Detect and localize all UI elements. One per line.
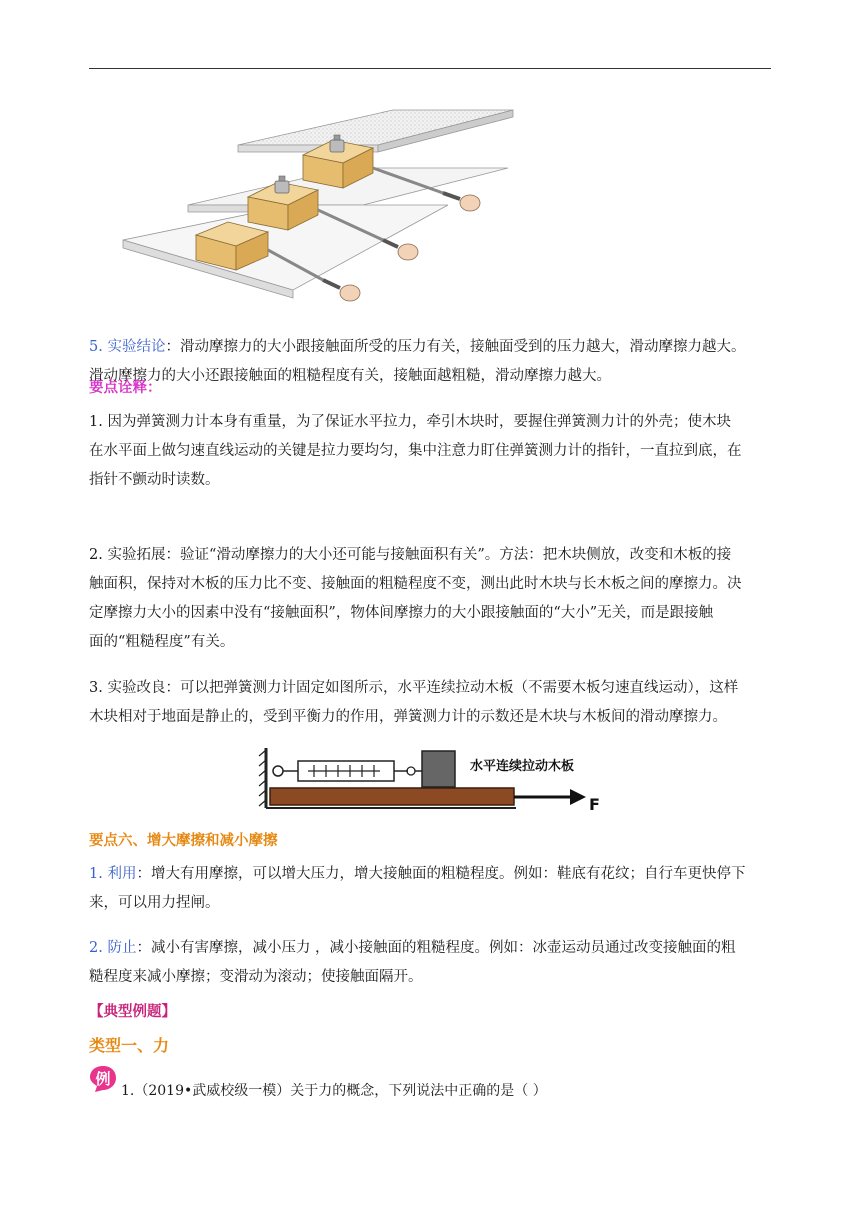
use-label: 1. 利用: [89, 866, 137, 882]
keypoint-3: 3. 实验改良：可以把弹簧测力计固定如图所示，水平连续拉动木板（不需要木板匀速直线运动），这样 木块相对于地面是静止的，受到平衡力的作用，弹簧测力计的示数还是木块与木板间的滑动摩擦力。: [89, 680, 739, 725]
question-1: 1.（2019•武威校级一模）关于力的概念，下列说法中正确的是（ ）: [121, 1083, 547, 1099]
example-badge-label: 例: [95, 1070, 111, 1088]
keypoint-2: 2. 实验拓展：验证“滑动摩擦力的大小还可能与接触面积有关”。方法：把木块侧放，改变和木板的接 触面积，保持对木板的压力比不变、接触面的粗糙程度不变，测出此时木块与长木板之间的摩擦力。决 定摩擦力大小的因素中没有“接触面积”，物体间摩擦力的大小跟接触面的“大小”无关，而是跟接触 面的“粗糙程度”有关。: [89, 547, 742, 650]
prevent-label: 2. 防止: [89, 940, 137, 956]
force-label: F: [589, 795, 600, 812]
diagram-caption: 水平连续拉动木板: [470, 759, 575, 774]
keypoints-title: 要点诠释：: [89, 380, 162, 396]
prevent-paragraph: 2. 防止：减小有害摩擦，减小压力 ，减小接触面的粗糙程度。例如：冰壶运动员通过改变接触面的粗 糙程度来减小摩擦；变滑动为滚动；使接触面隔开。: [89, 940, 736, 985]
experiment-illustration: [118, 100, 518, 325]
board-back: [238, 110, 513, 152]
example-badge-icon: [89, 1065, 117, 1093]
typical-examples-title: 【典型例题】: [89, 1004, 176, 1020]
type-1-title: 类型一、力: [89, 1036, 170, 1055]
keypoint-1: 1. 因为弹簧测力计本身有重量，为了保证水平拉力，牵引木块时，要握住弹簧测力计的外壳；使木块 在水平面上做匀速直线运动的关键是拉力要均匀，集中注意力盯住弹簧测力计的指针，一直拉到底，在 指针不颤动时读数。: [89, 414, 742, 488]
improved-experiment-diagram: [256, 744, 616, 812]
section-6-title: 要点六、增大摩擦和减小摩擦: [89, 833, 278, 849]
header-rule: [89, 68, 771, 69]
use-paragraph: 1. 利用：增大有用摩擦，可以增大压力，增大接触面的粗糙程度。例如：鞋底有花纹；自行车更快停下 来，可以用力捏闸。: [89, 866, 746, 911]
conclusion-paragraph: 5. 实验结论：滑动摩擦力的大小跟接触面所受的压力有关，接触面受到的压力越大，滑动摩擦力越大。 滑动摩擦力的大小还跟接触面的粗糙程度有关，接触面越粗糙，滑动摩擦力越大。: [89, 339, 746, 384]
conclusion-label: 5. 实验结论: [89, 339, 166, 355]
